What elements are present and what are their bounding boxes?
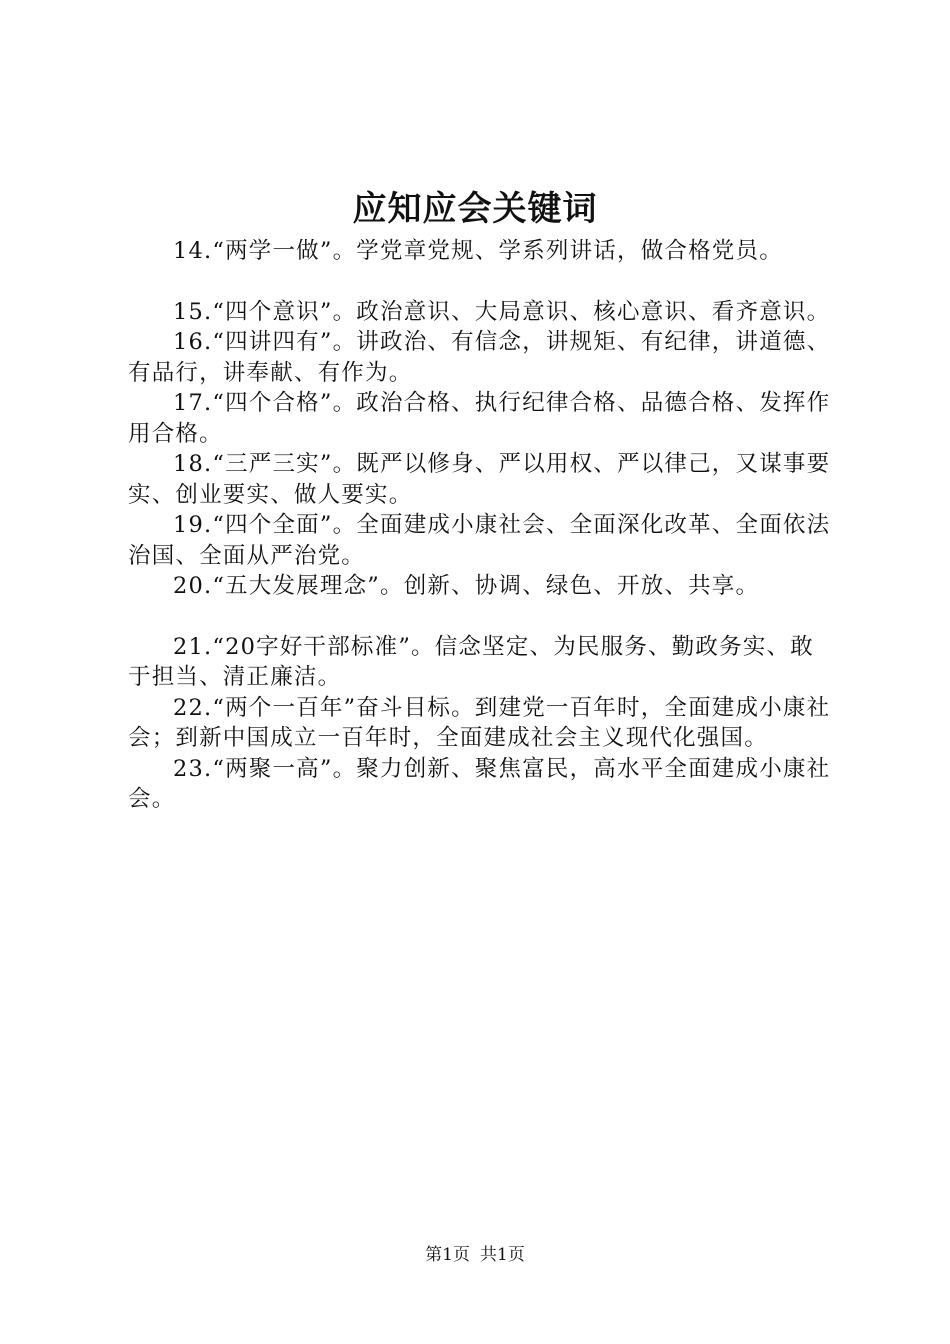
page-number: 第1页: [425, 1245, 470, 1265]
paragraph-22: 22.“两个一百年”奋斗目标。到建党一百年时，全面建成小康社会；到新中国成立一百年时，全面建成社会主义现代化强国。: [128, 694, 831, 751]
paragraph-20: 20.“五大发展理念”。创新、协调、绿色、开放、共享。: [173, 573, 760, 599]
page-total: 共1页: [480, 1245, 525, 1265]
paragraph-18: 18.“三严三实”。既严以修身、严以用权、严以律己，又谋事要实、创业要实、做人要实。: [128, 451, 831, 508]
page-title: 应知应会关键词: [352, 189, 598, 229]
paragraph-14: 14.“两学一做”。学党章党规、学系列讲话，做合格党员。: [173, 238, 783, 264]
paragraph-19: 19.“四个全面”。全面建成小康社会、全面深化改革、全面依法治国、全面从严治党。: [128, 512, 831, 569]
paragraph-23: 23.“两聚一高”。聚力创新、聚焦富民，高水平全面建成小康社会。: [128, 755, 831, 812]
document-body: [128, 236, 836, 815]
paragraph-16: 16.“四讲四有”。讲政治、有信念，讲规矩、有纪律，讲道德、有品行，讲奉献、有作为。: [128, 329, 831, 386]
paragraph-21: 21.“20字好干部标准”。信念坚定、为民服务、勤政务实、敢于担当、清正廉洁。: [128, 633, 814, 690]
paragraph-15: 15.“四个意识”。政治意识、大局意识、核心意识、看齐意识。: [173, 298, 831, 325]
paragraph-17: 17.“四个合格”。政治合格、执行纪律合格、品德合格、发挥作用合格。: [128, 390, 831, 447]
page-footer: [0, 1243, 950, 1267]
